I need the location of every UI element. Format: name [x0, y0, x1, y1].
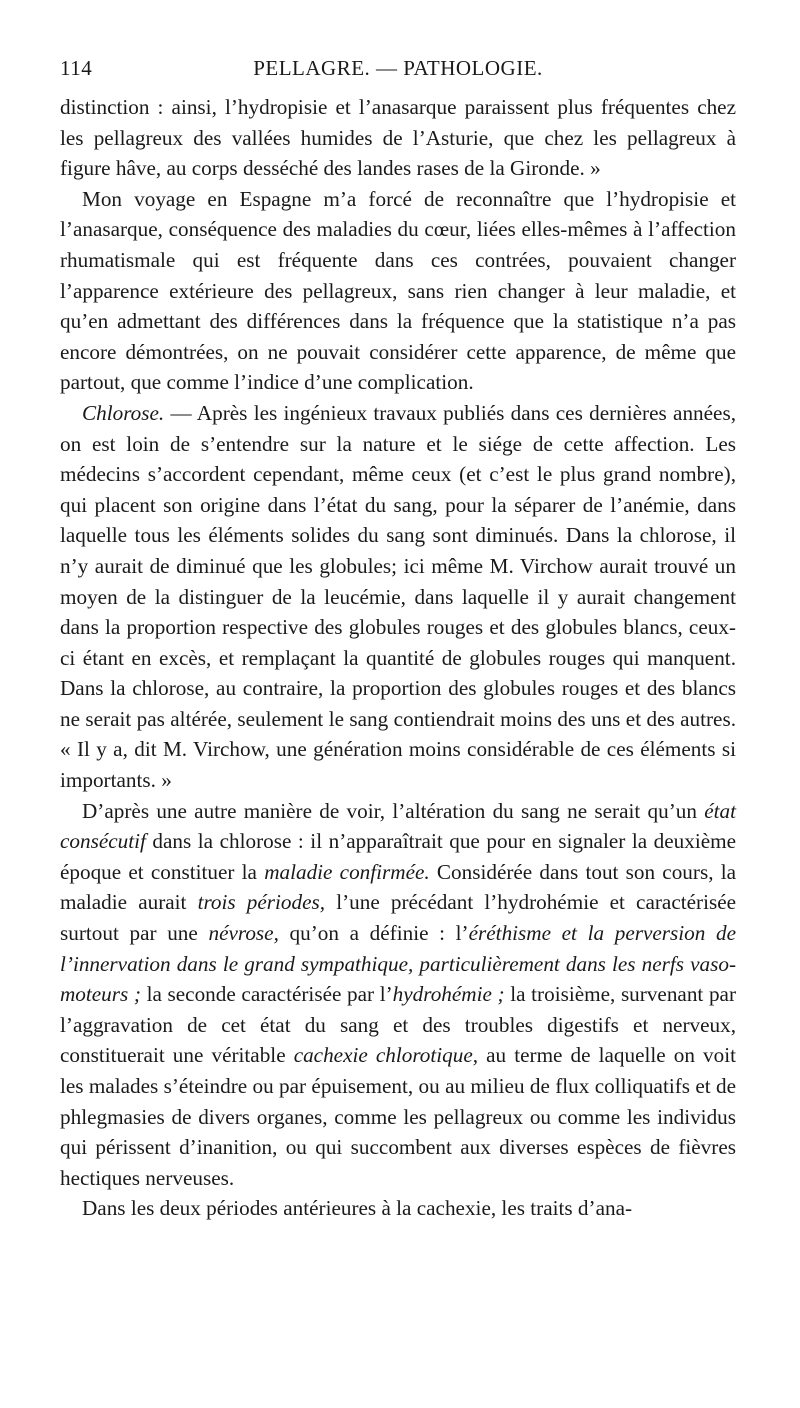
italic-term: névrose,: [208, 921, 279, 946]
running-head: [60, 56, 736, 86]
italic-term: maladie confirmée.: [264, 859, 430, 884]
paragraph: [60, 398, 736, 796]
text-segment: distinction : ainsi, l’hydropisie et l’anasarque paraissent plus fréquentes chez les pellagreux des vallées humides de l’Asturie, que chez les pellagreux à figure hâve, au corps desséché des landes rases de la Gironde. »: [60, 95, 736, 181]
text-segment: D’après une autre manière de voir, l’altération du sang ne serait qu’un: [82, 798, 705, 823]
text-segment: l’une précédant l’hydrohémie et caractérisée surtout par une: [60, 890, 737, 946]
paragraph: [60, 92, 736, 184]
text-segment: Mon voyage en Espagne m’a forcé de reconnaître que l’hydropisie et l’anasarque, conséquence des maladies du cœur, liées elles-mêmes à l’affection rhumatismale qui est fréquente dans ces contrées, pouvaient changer l’apparence extérieure des pellagreux, sans rien changer à leur maladie, et qu’en admettant des différences dans la fréquence que la statistique n’a pas encore démontrées, on ne pouvait considérer cette apparence, de même que partout, que comme l’indice d’une complication.: [60, 186, 736, 395]
text-segment: Considérée dans tout son cours, la maladie aurait: [60, 859, 736, 915]
text-segment: dans la chlorose : il n’apparaîtrait que pour en signaler la deuxième époque et constituer la: [60, 829, 736, 884]
text-segment: — Après les ingénieux travaux publiés dans ces dernières années, on est loin de s’entendre sur la nature et le siége de cette affection. Les médecins s’accordent cependant, même ceux (et c’est le plus grand nombre), qui placent son origine dans l’état du sang, pour la séparer de l’anémie, dans laquelle tous les éléments solides du sang sont diminués. Dans la chlorose, il n’y aurait de diminué que les globules; ici même M. Virchow aurait trouvé un moyen de la distinguer de la leucémie, dans laquelle il y aurait changement dans la proportion respective des globules rouges et des globules blancs, ceux-ci étant en excès, et remplaçant la quantité de globules rouges qui manquent. Dans la chlorose, au contraire, la proportion des globules rouges et des blancs ne serait pas altérée, seulement le sang contiendrait moins des uns et des autres. « Il y a, dit M. Virchow, une génération moins considérable de ces éléments si importants. »: [60, 400, 736, 793]
body-text: [60, 92, 736, 1224]
paragraph: [60, 796, 736, 1194]
running-head-title: PELLAGRE. — PATHOLOGIE.: [253, 56, 543, 80]
italic-term: état consécutif: [60, 798, 736, 854]
paragraph: [60, 1193, 736, 1224]
text-segment: la troisième, survenant par l’aggravation de cet état du sang et des troubles digestifs et nerveux, constituerait une véritable: [60, 982, 737, 1068]
text-segment: la seconde caractérisée par l’: [140, 982, 393, 1007]
text-segment: qu’on a définie : l’: [278, 921, 469, 946]
paragraph: [60, 184, 736, 398]
text-segment: Dans les deux périodes antérieures à la cachexie, les traits d’ana-: [82, 1196, 633, 1221]
text-segment: au terme de laquelle on voit les malades s’éteindre ou par épuisement, ou au milieu de flux colliquatifs et de phlegmasies de divers organes, comme les pellagreux ou comme les individus qui périssent d’inanition, ou qui succombent aux diverses espèces de fièvres hectiques nerveuses.: [60, 1043, 736, 1190]
italic-term: trois périodes,: [197, 890, 326, 915]
book-page: [60, 56, 736, 1224]
italic-term: éréthisme et la perversion de l’innervation dans le grand sympathique, particulièrement dans les nerfs vaso-moteurs ;: [60, 921, 736, 1007]
page-number: 114: [60, 56, 93, 80]
italic-term: hydrohémie ;: [392, 982, 505, 1007]
section-heading: Chlorose.: [82, 400, 165, 425]
italic-term: cachexie chlorotique,: [293, 1043, 479, 1068]
